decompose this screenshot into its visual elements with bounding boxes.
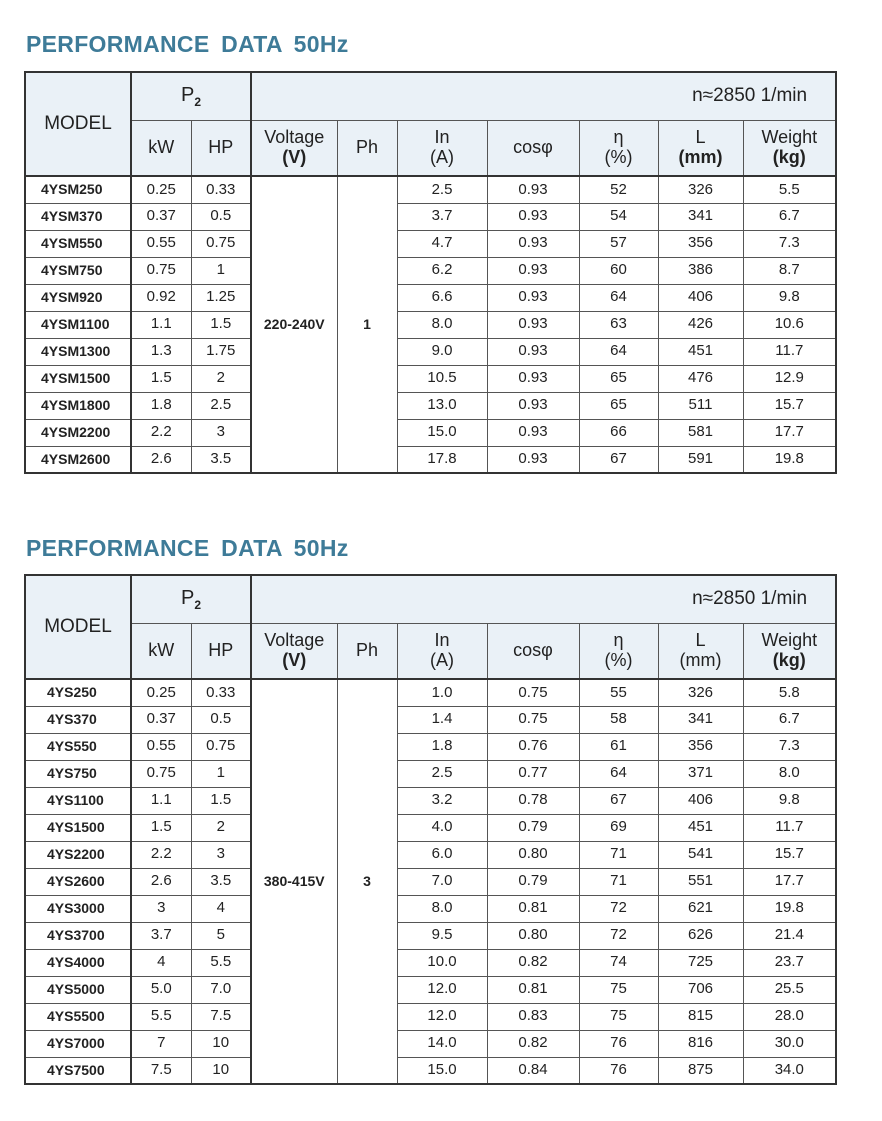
model-cell: 4YS7000 (25, 1030, 131, 1057)
length-cell: 706 (658, 976, 743, 1003)
weight-cell: 19.8 (743, 446, 836, 473)
hp-cell: 2 (191, 814, 251, 841)
cos-cell: 0.79 (487, 814, 579, 841)
hp-cell: 1 (191, 760, 251, 787)
model-cell: 4YS370 (25, 706, 131, 733)
table-row (25, 679, 836, 706)
in-cell: 6.0 (397, 841, 487, 868)
model-cell: 4YS2200 (25, 841, 131, 868)
hp-header: HP (191, 623, 251, 679)
cos-cell: 0.80 (487, 922, 579, 949)
in-cell: 1.0 (397, 679, 487, 706)
kw-cell: 1.8 (131, 392, 191, 419)
eta-cell: 66 (579, 419, 658, 446)
hp-cell: 7.0 (191, 976, 251, 1003)
model-cell: 4YS7500 (25, 1057, 131, 1084)
table-row (25, 257, 836, 284)
p2-header: $P_2$ (131, 575, 251, 623)
model-cell: 4YSM550 (25, 230, 131, 257)
cos-cell: 0.93 (487, 446, 579, 473)
cos-header: cosφ (487, 623, 579, 679)
eta-cell: 54 (579, 203, 658, 230)
length-header: L (mm) (658, 623, 743, 679)
hp-cell: 1.5 (191, 311, 251, 338)
voltage-header: Voltage (V) (251, 120, 337, 176)
length-cell: 591 (658, 446, 743, 473)
cos-cell: 0.80 (487, 841, 579, 868)
hp-cell: 0.5 (191, 706, 251, 733)
kw-cell: 0.25 (131, 176, 191, 203)
in-cell: 10.0 (397, 949, 487, 976)
hp-cell: 0.5 (191, 203, 251, 230)
weight-header: Weight (kg) (743, 623, 836, 679)
table-row (25, 392, 836, 419)
table-row (25, 814, 836, 841)
cos-cell: 0.93 (487, 230, 579, 257)
weight-cell: 25.5 (743, 976, 836, 1003)
kw-cell: 1.5 (131, 814, 191, 841)
length-cell: 875 (658, 1057, 743, 1084)
eta-cell: 76 (579, 1057, 658, 1084)
cos-cell: 0.78 (487, 787, 579, 814)
eta-cell: 72 (579, 895, 658, 922)
cos-cell: 0.79 (487, 868, 579, 895)
in-cell: 15.0 (397, 1057, 487, 1084)
length-cell: 326 (658, 176, 743, 203)
hp-cell: 5.5 (191, 949, 251, 976)
kw-cell: 0.75 (131, 257, 191, 284)
kw-cell: 0.55 (131, 733, 191, 760)
kw-header: kW (131, 623, 191, 679)
model-cell: 4YSM2200 (25, 419, 131, 446)
weight-cell: 28.0 (743, 1003, 836, 1030)
hp-cell: 10 (191, 1030, 251, 1057)
eta-cell: 52 (579, 176, 658, 203)
eta-cell: 57 (579, 230, 658, 257)
eta-cell: 63 (579, 311, 658, 338)
kw-cell: 1.1 (131, 787, 191, 814)
cos-cell: 0.93 (487, 365, 579, 392)
weight-cell: 8.7 (743, 257, 836, 284)
length-header: L (mm) (658, 120, 743, 176)
phase-cell: 3 (337, 679, 397, 1084)
weight-cell: 6.7 (743, 706, 836, 733)
table-row (25, 311, 836, 338)
weight-cell: 21.4 (743, 922, 836, 949)
eta-cell: 64 (579, 760, 658, 787)
table-row (25, 176, 836, 203)
in-cell: 13.0 (397, 392, 487, 419)
cos-cell: 0.82 (487, 949, 579, 976)
cos-cell: 0.82 (487, 1030, 579, 1057)
model-cell: 4YS5500 (25, 1003, 131, 1030)
length-cell: 551 (658, 868, 743, 895)
kw-cell: 2.6 (131, 446, 191, 473)
hp-cell: 3.5 (191, 868, 251, 895)
eta-cell: 67 (579, 787, 658, 814)
model-cell: 4YS1100 (25, 787, 131, 814)
cos-cell: 0.93 (487, 257, 579, 284)
table-row (25, 733, 836, 760)
eta-cell: 64 (579, 338, 658, 365)
model-cell: 4YS3700 (25, 922, 131, 949)
eta-header: η (%) (579, 120, 658, 176)
voltage-cell: 220-240V (251, 176, 337, 473)
weight-cell: 11.7 (743, 338, 836, 365)
eta-cell: 75 (579, 1003, 658, 1030)
hp-cell: 1.75 (191, 338, 251, 365)
cos-cell: 0.81 (487, 976, 579, 1003)
ph-header: Ph (337, 120, 397, 176)
hp-cell: 0.33 (191, 176, 251, 203)
cos-cell: 0.93 (487, 176, 579, 203)
kw-cell: 1.1 (131, 311, 191, 338)
model-cell: 4YSM1300 (25, 338, 131, 365)
table-row (25, 419, 836, 446)
table-row (25, 976, 836, 1003)
weight-cell: 11.7 (743, 814, 836, 841)
weight-cell: 34.0 (743, 1057, 836, 1084)
in-cell: 7.0 (397, 868, 487, 895)
hp-cell: 1.25 (191, 284, 251, 311)
hp-header: HP (191, 120, 251, 176)
table-row (25, 949, 836, 976)
cos-cell: 0.84 (487, 1057, 579, 1084)
kw-cell: 1.3 (131, 338, 191, 365)
kw-cell: 4 (131, 949, 191, 976)
weight-cell: 5.8 (743, 679, 836, 706)
table-row (25, 868, 836, 895)
cos-cell: 0.75 (487, 679, 579, 706)
table-row (25, 230, 836, 257)
weight-cell: 7.3 (743, 230, 836, 257)
length-cell: 541 (658, 841, 743, 868)
eta-cell: 72 (579, 922, 658, 949)
in-cell: 12.0 (397, 1003, 487, 1030)
eta-cell: 60 (579, 257, 658, 284)
table-body (25, 176, 836, 473)
table-row (25, 895, 836, 922)
weight-cell: 15.7 (743, 392, 836, 419)
cos-cell: 0.93 (487, 338, 579, 365)
eta-cell: 55 (579, 679, 658, 706)
length-cell: 476 (658, 365, 743, 392)
table-row (25, 1057, 836, 1084)
length-cell: 371 (658, 760, 743, 787)
in-cell: 4.0 (397, 814, 487, 841)
hp-cell: 2 (191, 365, 251, 392)
table-row (25, 706, 836, 733)
kw-cell: 5.5 (131, 1003, 191, 1030)
hp-cell: 0.75 (191, 733, 251, 760)
hp-cell: 3 (191, 419, 251, 446)
table-row (25, 365, 836, 392)
in-cell: 9.5 (397, 922, 487, 949)
weight-cell: 17.7 (743, 419, 836, 446)
kw-cell: 1.5 (131, 365, 191, 392)
hp-cell: 10 (191, 1057, 251, 1084)
weight-cell: 17.7 (743, 868, 836, 895)
in-header: In (A) (397, 120, 487, 176)
in-cell: 4.7 (397, 230, 487, 257)
model-cell: 4YSM250 (25, 176, 131, 203)
model-cell: 4YSM920 (25, 284, 131, 311)
weight-header: Weight (kg) (743, 120, 836, 176)
length-cell: 356 (658, 733, 743, 760)
hp-cell: 2.5 (191, 392, 251, 419)
kw-cell: 2.2 (131, 419, 191, 446)
in-cell: 9.0 (397, 338, 487, 365)
kw-cell: 0.37 (131, 203, 191, 230)
in-cell: 2.5 (397, 176, 487, 203)
kw-cell: 3.7 (131, 922, 191, 949)
hp-cell: 0.75 (191, 230, 251, 257)
table-body (25, 679, 836, 1084)
hp-cell: 4 (191, 895, 251, 922)
kw-cell: 0.37 (131, 706, 191, 733)
eta-cell: 71 (579, 868, 658, 895)
model-cell: 4YSM1100 (25, 311, 131, 338)
kw-cell: 2.2 (131, 841, 191, 868)
model-cell: 4YSM1800 (25, 392, 131, 419)
table-row (25, 787, 836, 814)
table-row (25, 338, 836, 365)
model-cell: 4YS1500 (25, 814, 131, 841)
kw-cell: 7.5 (131, 1057, 191, 1084)
section-title-single-phase: PERFORMANCE DATA 50Hz (26, 31, 349, 57)
kw-cell: 0.25 (131, 679, 191, 706)
length-cell: 725 (658, 949, 743, 976)
weight-cell: 8.0 (743, 760, 836, 787)
eta-cell: 65 (579, 365, 658, 392)
cos-cell: 0.93 (487, 284, 579, 311)
length-cell: 386 (658, 257, 743, 284)
kw-cell: 5.0 (131, 976, 191, 1003)
in-cell: 14.0 (397, 1030, 487, 1057)
cos-cell: 0.77 (487, 760, 579, 787)
length-cell: 451 (658, 814, 743, 841)
in-cell: 15.0 (397, 419, 487, 446)
eta-cell: 64 (579, 284, 658, 311)
model-cell: 4YS5000 (25, 976, 131, 1003)
model-cell: 4YS4000 (25, 949, 131, 976)
hp-cell: 1.5 (191, 787, 251, 814)
weight-cell: 6.7 (743, 203, 836, 230)
kw-cell: 2.6 (131, 868, 191, 895)
eta-cell: 65 (579, 392, 658, 419)
p2-header: $P_2$ (131, 72, 251, 120)
eta-cell: 67 (579, 446, 658, 473)
weight-cell: 7.3 (743, 733, 836, 760)
in-cell: 8.0 (397, 895, 487, 922)
model-cell: 4YSM750 (25, 257, 131, 284)
table-row (25, 284, 836, 311)
model-header: MODEL (25, 72, 131, 176)
weight-cell: 30.0 (743, 1030, 836, 1057)
weight-cell: 5.5 (743, 176, 836, 203)
length-cell: 326 (658, 679, 743, 706)
weight-cell: 10.6 (743, 311, 836, 338)
in-cell: 1.8 (397, 733, 487, 760)
hp-cell: 5 (191, 922, 251, 949)
kw-cell: 0.55 (131, 230, 191, 257)
eta-cell: 69 (579, 814, 658, 841)
voltage-cell: 380-415V (251, 679, 337, 1084)
performance-table-single-phase (24, 71, 837, 474)
length-cell: 621 (658, 895, 743, 922)
hp-cell: 3.5 (191, 446, 251, 473)
model-cell: 4YSM1500 (25, 365, 131, 392)
in-cell: 10.5 (397, 365, 487, 392)
weight-cell: 12.9 (743, 365, 836, 392)
speed-header: n≈2850 1/min (251, 575, 836, 623)
performance-table-three-phase (24, 574, 837, 1085)
weight-cell: 9.8 (743, 284, 836, 311)
eta-cell: 61 (579, 733, 658, 760)
cos-cell: 0.81 (487, 895, 579, 922)
model-cell: 4YSM2600 (25, 446, 131, 473)
eta-cell: 75 (579, 976, 658, 1003)
table-row (25, 203, 836, 230)
hp-cell: 3 (191, 841, 251, 868)
length-cell: 426 (658, 311, 743, 338)
speed-header: n≈2850 1/min (251, 72, 836, 120)
length-cell: 451 (658, 338, 743, 365)
voltage-header: Voltage (V) (251, 623, 337, 679)
kw-cell: 0.92 (131, 284, 191, 311)
eta-cell: 76 (579, 1030, 658, 1057)
table-row (25, 1030, 836, 1057)
cos-cell: 0.83 (487, 1003, 579, 1030)
length-cell: 581 (658, 419, 743, 446)
in-cell: 6.6 (397, 284, 487, 311)
in-cell: 17.8 (397, 446, 487, 473)
cos-cell: 0.76 (487, 733, 579, 760)
weight-cell: 15.7 (743, 841, 836, 868)
hp-cell: 7.5 (191, 1003, 251, 1030)
eta-cell: 74 (579, 949, 658, 976)
weight-cell: 19.8 (743, 895, 836, 922)
length-cell: 626 (658, 922, 743, 949)
model-cell: 4YS750 (25, 760, 131, 787)
cos-cell: 0.93 (487, 311, 579, 338)
length-cell: 406 (658, 284, 743, 311)
phase-cell: 1 (337, 176, 397, 473)
eta-header: η (%) (579, 623, 658, 679)
in-cell: 3.2 (397, 787, 487, 814)
kw-cell: 3 (131, 895, 191, 922)
in-header: In (A) (397, 623, 487, 679)
in-cell: 6.2 (397, 257, 487, 284)
model-cell: 4YS250 (25, 679, 131, 706)
eta-cell: 58 (579, 706, 658, 733)
ph-header: Ph (337, 623, 397, 679)
kw-header: kW (131, 120, 191, 176)
table-row (25, 1003, 836, 1030)
hp-cell: 1 (191, 257, 251, 284)
table-row (25, 760, 836, 787)
table-row (25, 841, 836, 868)
table-row (25, 922, 836, 949)
length-cell: 341 (658, 706, 743, 733)
cos-cell: 0.93 (487, 392, 579, 419)
length-cell: 815 (658, 1003, 743, 1030)
weight-cell: 9.8 (743, 787, 836, 814)
cos-cell: 0.93 (487, 203, 579, 230)
hp-cell: 0.33 (191, 679, 251, 706)
model-cell: 4YS550 (25, 733, 131, 760)
section-title-three-phase: PERFORMANCE DATA 50Hz (26, 535, 349, 561)
length-cell: 511 (658, 392, 743, 419)
in-cell: 12.0 (397, 976, 487, 1003)
kw-cell: 0.75 (131, 760, 191, 787)
length-cell: 406 (658, 787, 743, 814)
weight-cell: 23.7 (743, 949, 836, 976)
kw-cell: 7 (131, 1030, 191, 1057)
eta-cell: 71 (579, 841, 658, 868)
in-cell: 2.5 (397, 760, 487, 787)
length-cell: 356 (658, 230, 743, 257)
model-cell: 4YS3000 (25, 895, 131, 922)
model-header: MODEL (25, 575, 131, 679)
cos-cell: 0.93 (487, 419, 579, 446)
model-cell: 4YS2600 (25, 868, 131, 895)
in-cell: 1.4 (397, 706, 487, 733)
table-row (25, 446, 836, 473)
length-cell: 341 (658, 203, 743, 230)
model-cell: 4YSM370 (25, 203, 131, 230)
in-cell: 3.7 (397, 203, 487, 230)
cos-header: cosφ (487, 120, 579, 176)
cos-cell: 0.75 (487, 706, 579, 733)
in-cell: 8.0 (397, 311, 487, 338)
length-cell: 816 (658, 1030, 743, 1057)
